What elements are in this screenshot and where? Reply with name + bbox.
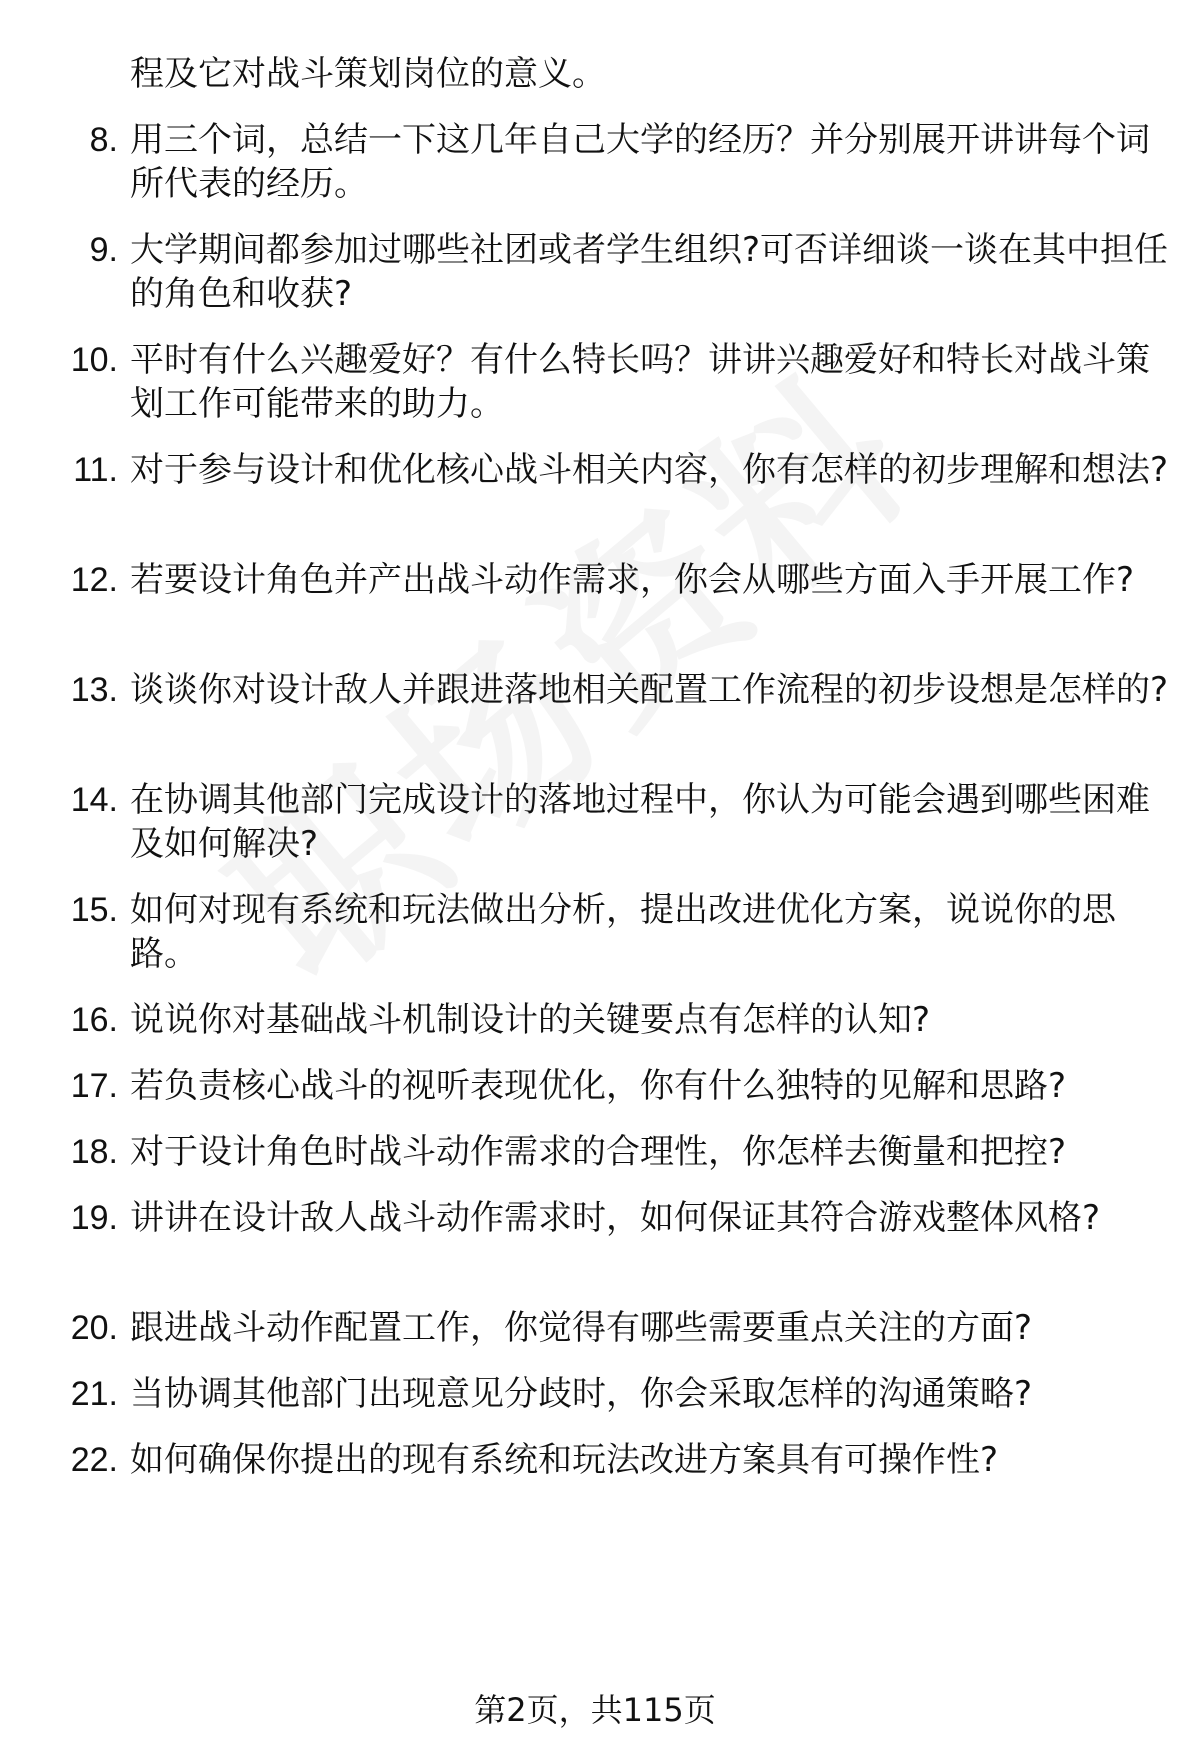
- item-number: 10.: [70, 341, 118, 379]
- item-number: 13.: [70, 671, 118, 709]
- item-text: 对于参与设计和优化核心战斗相关内容，你有怎样的初步理解和想法?: [130, 450, 1169, 490]
- item-number: 22.: [70, 1441, 118, 1479]
- item-text: 大学期间都参加过哪些社团或者学生组织?可否详细谈一谈在其中担任的角色和收获?: [130, 230, 1169, 314]
- item-number: 8.: [89, 121, 118, 159]
- item-number: 9.: [89, 231, 118, 269]
- item-number: 18.: [70, 1133, 118, 1171]
- item-number: 11.: [73, 451, 118, 489]
- item-number: 19.: [70, 1199, 118, 1237]
- item-text: 谈谈你对设计敌人并跟进落地相关配置工作流程的初步设想是怎样的?: [130, 670, 1169, 710]
- item-text: 用三个词，总结一下这几年自己大学的经历？并分别展开讲讲每个词所代表的经历。: [130, 120, 1150, 204]
- item-text: 说说你对基础战斗机制设计的关键要点有怎样的认知?: [130, 1000, 931, 1040]
- item-number: 20.: [70, 1309, 118, 1347]
- item-number: 17.: [70, 1067, 118, 1105]
- item-text: 若要设计角色并产出战斗动作需求，你会从哪些方面入手开展工作?: [130, 560, 1135, 600]
- item-number: 15.: [70, 891, 118, 929]
- item-number: 14.: [70, 781, 118, 819]
- item-text: 如何对现有系统和玩法做出分析，提出改进优化方案，说说你的思路。: [130, 890, 1116, 974]
- item-text: 在协调其他部门完成设计的落地过程中，你认为可能会遇到哪些困难及如何解决?: [130, 780, 1150, 864]
- item-text: 跟进战斗动作配置工作，你觉得有哪些需要重点关注的方面?: [130, 1308, 1033, 1348]
- item-text: 若负责核心战斗的视听表现优化，你有什么独特的见解和思路?: [130, 1066, 1067, 1106]
- continuation-text: 程及它对战斗策划岗位的意义。: [130, 54, 606, 94]
- item-number: 12.: [70, 561, 118, 599]
- item-text: 对于设计角色时战斗动作需求的合理性，你怎样去衡量和把控?: [130, 1132, 1067, 1172]
- item-text: 平时有什么兴趣爱好？有什么特长吗？讲讲兴趣爱好和特长对战斗策划工作可能带来的助力。: [130, 340, 1150, 424]
- item-text: 如何确保你提出的现有系统和玩法改进方案具有可操作性?: [130, 1440, 999, 1480]
- item-text: 讲讲在设计敌人战斗动作需求时，如何保证其符合游戏整体风格?: [130, 1198, 1101, 1238]
- item-text: 当协调其他部门出现意见分歧时，你会采取怎样的沟通策略?: [130, 1374, 1033, 1414]
- item-number: 21.: [70, 1375, 118, 1413]
- item-number: 16.: [70, 1001, 118, 1039]
- page-footer: 第2页，共115页: [474, 1691, 716, 1729]
